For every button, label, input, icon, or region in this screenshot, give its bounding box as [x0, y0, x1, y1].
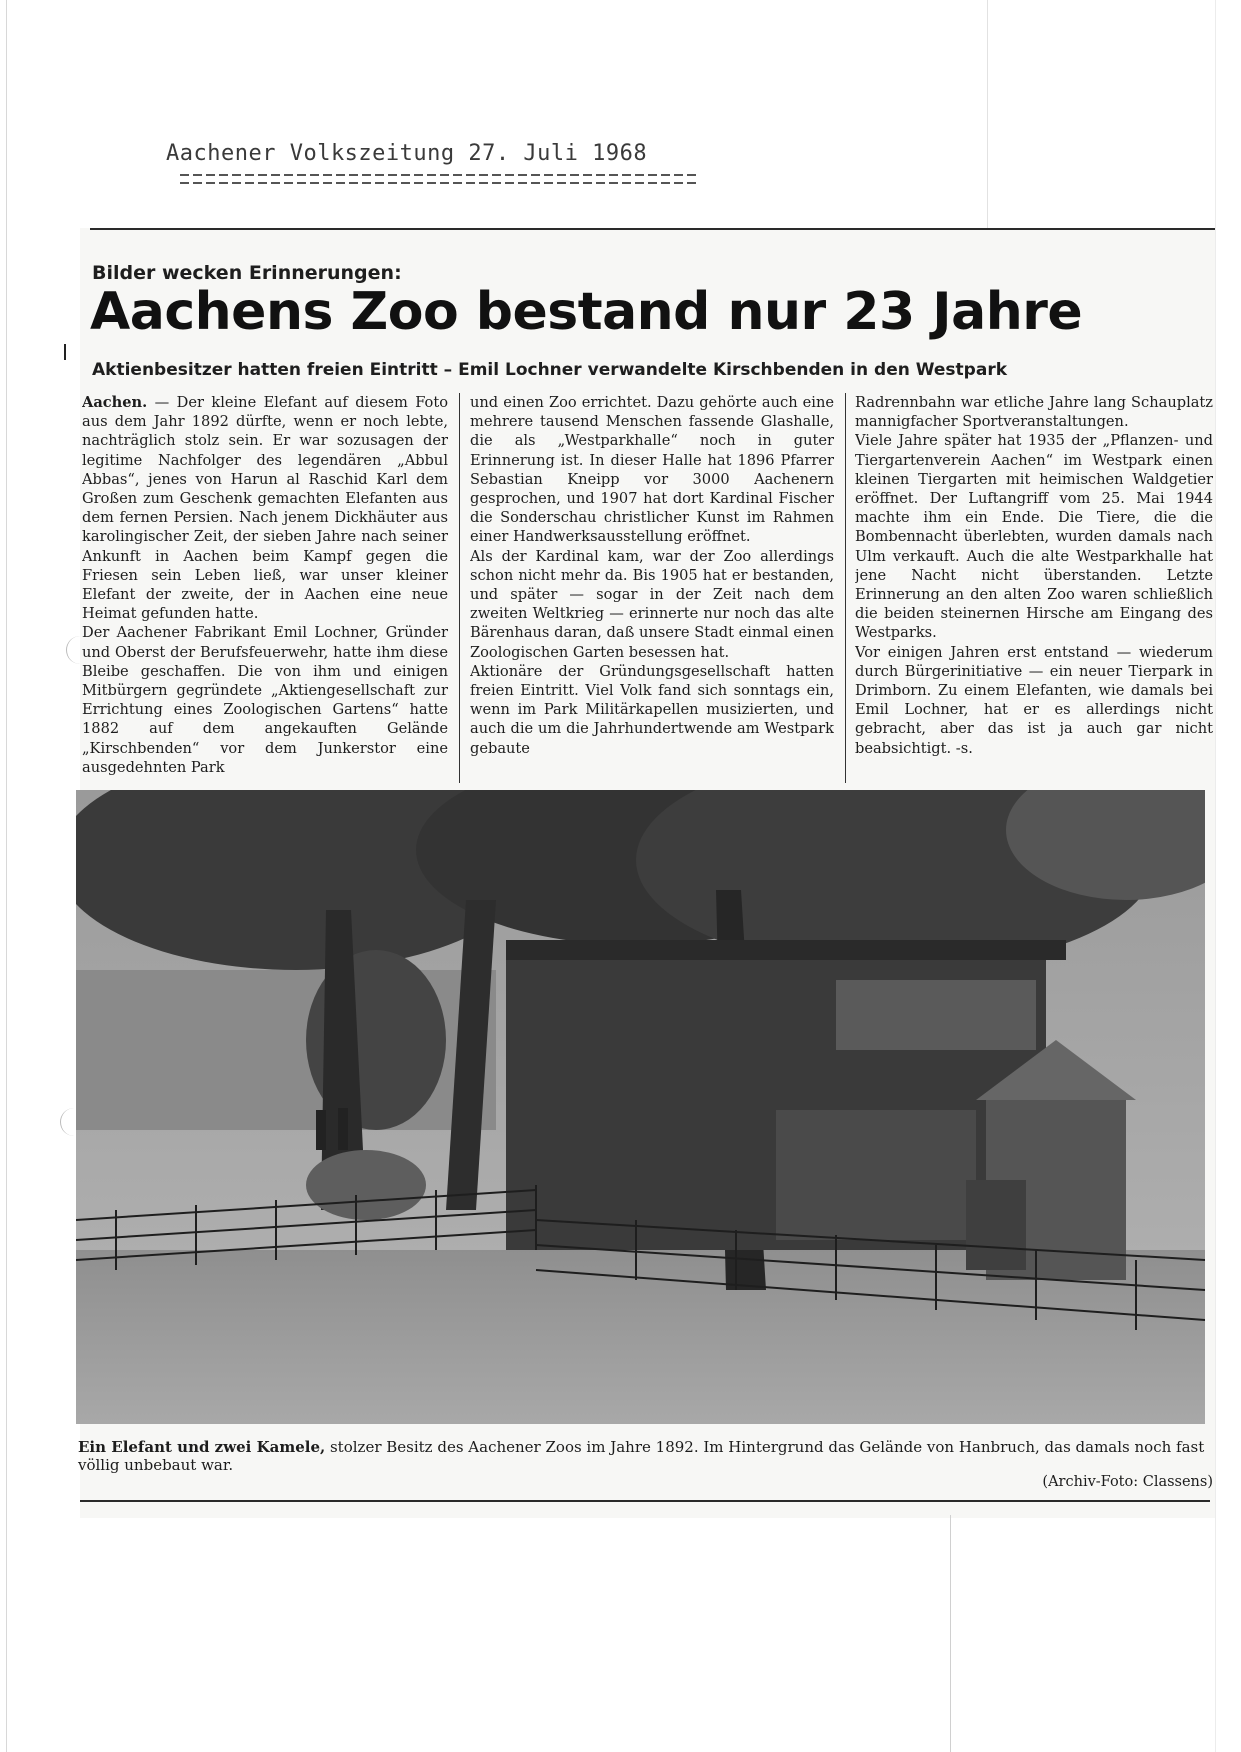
caption-text: stolzer Besitz des Aachener Zoos im Jahre 1892. Im Hintergrund das Gelände von Hanbruch, das damals noch fast völlig unbebaut war. [78, 1438, 1205, 1474]
column-2-paragraph-3 [470, 662, 834, 758]
article-subheadline: Aktienbesitzer hatten freien Eintritt – Emil Lochner verwandelte Kirschbenden in den Westpark [92, 360, 1008, 380]
margin-tick [64, 344, 66, 360]
fold-line-top [987, 0, 988, 230]
column-2-paragraph-1 [470, 393, 834, 547]
paragraph-text: — Der kleine Elefant auf diesem Foto aus dem Jahr 1892 dürfte, wenn er noch lebte, nachträglich stolz sein. Er war sozusagen der legitime Nachfolger des legendären „Abbul Abbas“, jenes von Harun al Raschid Karl dem Großen zum Geschenk gemachten Elefanten aus dem fernen Persien. Nach jenem Dickhäuter aus karolingischer Zeit, der sieben Jahre nach seiner Ankunft in Aachen beim Kampf gegen die Friesen sein Leben ließ, war unser kleiner Elefant der zweite, der in Aachen eine neue Heimat gefunden hatte. [82, 394, 448, 623]
typed-underline [180, 171, 700, 187]
article-column-1 [82, 393, 448, 788]
elephant [306, 1150, 426, 1220]
visitor-figure-2 [338, 1108, 348, 1150]
fold-line-bottom [950, 1515, 951, 1752]
column-3-paragraph-3 [855, 643, 1213, 758]
photo-credit: (Archiv-Foto: Classens) [1042, 1474, 1213, 1490]
clipping-top-rule [90, 228, 1215, 230]
animal-house-roof [506, 940, 1066, 960]
article-kicker: Bilder wecken Erinnerungen: [92, 262, 402, 284]
paragraph-text: Als der Kardinal kam, war der Zoo allerdings schon nicht mehr da. Bis 1905 hat er bestanden, und später — sogar in der Zeit nach dem zweiten Weltkrieg — erinnerte nur noch das alte Bärenhaus daran, daß unsere Stadt einmal einen Zoologischen Garten besessen hat. [470, 547, 834, 661]
author-signature: -s. [955, 739, 973, 757]
column-2-paragraph-2 [470, 547, 834, 662]
photo-illustration [76, 790, 1205, 1424]
visitor-figure-1 [316, 1110, 326, 1150]
column-1-paragraph-2 [82, 623, 448, 777]
column-rule-1 [459, 393, 460, 783]
photo-caption [78, 1438, 1208, 1474]
paragraph-text: Der Aachener Fabrikant Emil Lochner, Gründer und Oberst der Berufsfeuerwehr, hatte ihm diese Bleibe geschaffen. Die von ihm und einigen Mitbürgern gegründete „Aktiengesellschaft zur Errichtung eines Zoologischen Gartens“ hatte 1882 auf dem angekauften Gelände „Kirschbenden“ vor dem Junkerstor eine ausgedehnten Park [82, 624, 448, 776]
animal-house-entrance [776, 1110, 976, 1240]
punch-hole-mark [60, 1108, 75, 1136]
camel [966, 1180, 1026, 1270]
paragraph-text: und einen Zoo errichtet. Dazu gehörte auch eine mehrere tausend Menschen fassende Glashalle, die als „Westparkhalle“ noch in guter Erinnerung ist. In dieser Halle hat 1896 Pfarrer Sebastian Kneipp vor 3000 Aachenern gesprochen, und 1907 hat dort Kardinal Fischer die Sonderschau christlicher Kunst im Rahmen einer Handwerksausstellung eröffnet. [470, 394, 834, 546]
clipping-bottom-rule [80, 1500, 1210, 1502]
typed-source-header: Aachener Volkszeitung 27. Juli 1968 [166, 141, 648, 166]
archive-photo [76, 790, 1205, 1424]
paragraph-text: Viele Jahre später hat 1935 der „Pflanzen- und Tiergartenverein Aachen“ im Westpark einen kleinen Tiergarten mit heimischen Waldgetier eröffnet. Der Luftangriff vom 25. Mai 1944 machte ihm ein Ende. Die Tiere, die die Bombennacht überlebten, wurden damals nach Ulm verkauft. Auch die alte Westparkhalle hat jene Nacht nicht überstanden. Letzte Erinnerung an den alten Zoo waren schließlich die beiden steinernen Hirsche am Eingang des Westparks. [855, 432, 1213, 642]
column-3-paragraph-1 [855, 393, 1213, 431]
column-1-paragraph-1 [82, 393, 448, 623]
animal-house-gallery [836, 980, 1036, 1050]
article-column-3 [855, 393, 1213, 788]
dateline: Aachen. [82, 394, 148, 411]
column-3-paragraph-2 [855, 431, 1213, 642]
scan-right-edge [1215, 0, 1216, 1752]
scan-left-edge [6, 0, 7, 1752]
article-column-2 [470, 393, 834, 788]
paragraph-text: Vor einigen Jahren erst entstand — wiederum durch Bürgerinitiative — ein neuer Tierpark in Drimborn. Zu einem Elefanten, wie damals bei Emil Lochner, hat er es allerdings nicht gebracht, aber das ist ja auch gar nicht beabsichtigt. [855, 643, 1213, 757]
article-headline: Aachens Zoo bestand nur 23 Jahre [90, 282, 1083, 342]
paragraph-text: Aktionäre der Gründungsgesellschaft hatten freien Eintritt. Viel Volk fand sich sonntags ein, wenn im Park Militärkapellen musizierten, und auch die um die Jahrhundertwende am Westpark gebaute [470, 662, 834, 757]
paragraph-text: Radrennbahn war etliche Jahre lang Schauplatz mannigfacher Sportveranstaltungen. [855, 394, 1213, 431]
punch-hole-mark [66, 636, 81, 664]
column-rule-2 [845, 393, 846, 783]
caption-lead: Ein Elefant und zwei Kamele, [78, 1438, 326, 1456]
